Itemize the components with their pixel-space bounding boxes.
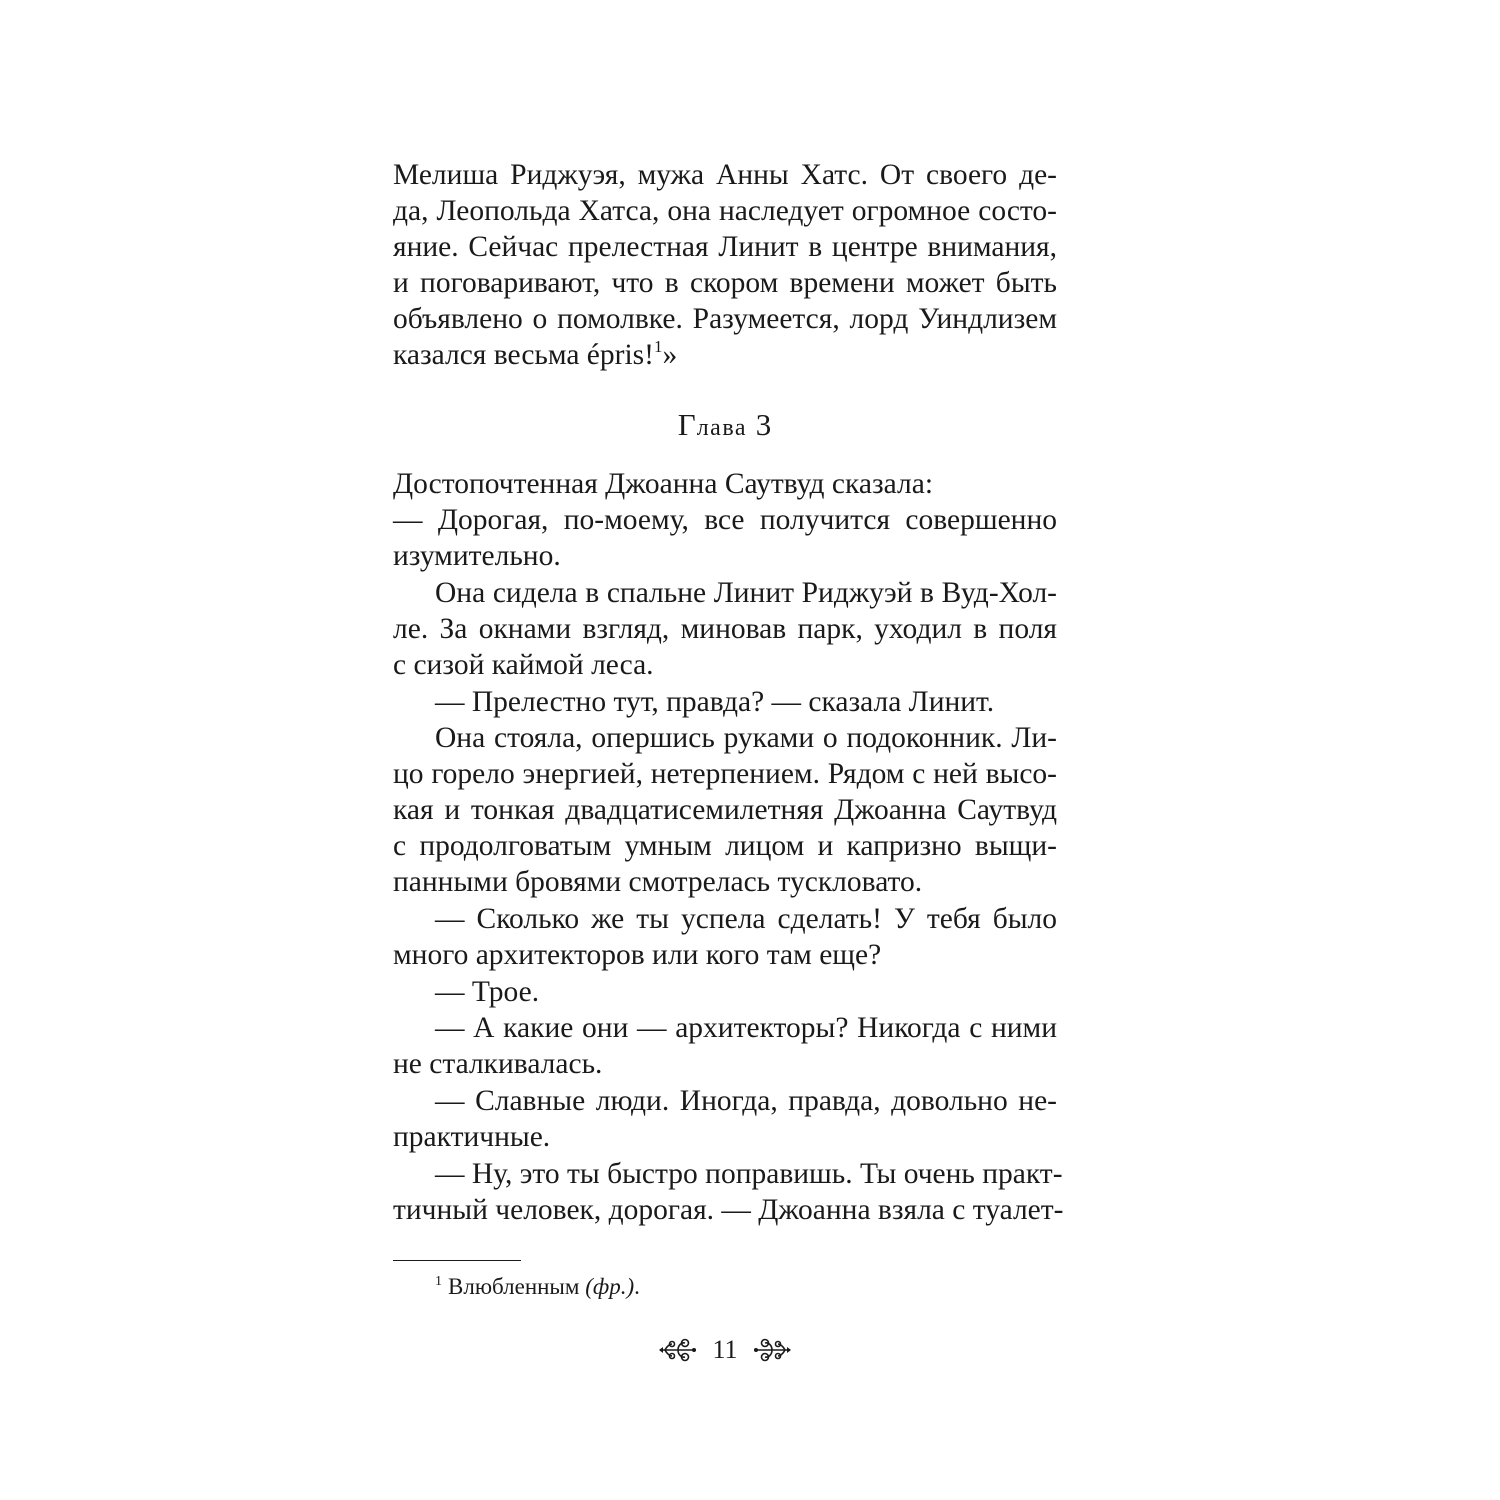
chapter-heading	[393, 405, 1057, 448]
footnote-language: (фр.)	[585, 1274, 635, 1299]
text-fragment: казался весьма épris!	[393, 339, 654, 371]
text-line: изумительно.	[393, 540, 561, 572]
text-line: объявлено о помолвке. Разумеется, лорд Уиндлизем	[393, 303, 1057, 335]
text-line: кая и тонкая двадцатисемилетняя Джоанна Саутвуд	[393, 794, 1057, 826]
text-line: панными бровями смотрелась тускловато.	[393, 866, 923, 898]
text-line: Достопочтенная Джоанна Саутвуд сказала:	[393, 468, 934, 500]
text-line: ле. За окнами взгляд, миновав парк, уходил в поля	[393, 613, 1057, 645]
chapter-number: 3	[755, 407, 773, 442]
footnote-text: Влюбленным	[448, 1274, 586, 1299]
text-line: — Дорогая, по-моему, все получится совершенно	[393, 504, 1057, 536]
footnote-end: .	[634, 1274, 640, 1299]
book-page	[393, 0, 1064, 1500]
flourish-left-icon	[658, 1337, 698, 1363]
text-line: не сталкивалась.	[393, 1048, 603, 1080]
footnote	[435, 1272, 640, 1302]
text-line: тичный человек, дорогая. — Джоанна взяла с туалет-	[393, 1194, 1064, 1226]
text-line: — Трое.	[435, 976, 540, 1008]
text-line: — Славные люди. Иногда, правда, довольно не-	[435, 1085, 1057, 1117]
text-line: — Ну, это ты быстро поправишь. Ты очень практ-	[435, 1158, 1063, 1190]
text-line: — Прелестно тут, правда? — сказала Линит.	[435, 686, 995, 718]
text-line: с сизой каймой леса.	[393, 649, 654, 681]
text-line: с продолговатым умным лицом и капризно выщи-	[393, 830, 1057, 862]
flourish-right-icon	[752, 1337, 792, 1363]
footnote-mark: 1	[435, 1274, 442, 1289]
text-line: — А какие они — архитекторы? Никогда с ними	[435, 1012, 1057, 1044]
text-line: цо горело энергией, нетерпением. Рядом с ней высо-	[393, 758, 1057, 790]
footnote-reference: 1	[653, 337, 663, 356]
text-line: много архитекторов или кого там еще?	[393, 939, 882, 971]
chapter-word-initial: Г	[677, 407, 697, 442]
text-line: — Сколько же ты успела сделать! У тебя было	[435, 903, 1057, 935]
chapter-word-rest: лава	[696, 415, 747, 441]
page-folio	[393, 1332, 1057, 1368]
footnote-rule	[393, 1260, 521, 1261]
closing-quote: »	[662, 339, 678, 371]
text-line: Мелиша Риджуэя, мужа Анны Хатс. От своего де-	[393, 159, 1057, 191]
text-line	[393, 337, 1057, 373]
text-line: да, Леопольда Хатса, она наследует огромное состо-	[393, 195, 1057, 227]
text-line: практичные.	[393, 1121, 551, 1153]
text-line: яние. Сейчас прелестная Линит в центре внимания,	[393, 231, 1057, 263]
text-line: Она сидела в спальне Линит Риджуэй в Вуд-Хол-	[435, 577, 1057, 609]
page-number: 11	[712, 1335, 738, 1364]
text-line: Она стояла, опершись руками о подоконник. Ли-	[435, 722, 1057, 754]
text-line: и поговаривают, что в скором времени может быть	[393, 267, 1057, 299]
